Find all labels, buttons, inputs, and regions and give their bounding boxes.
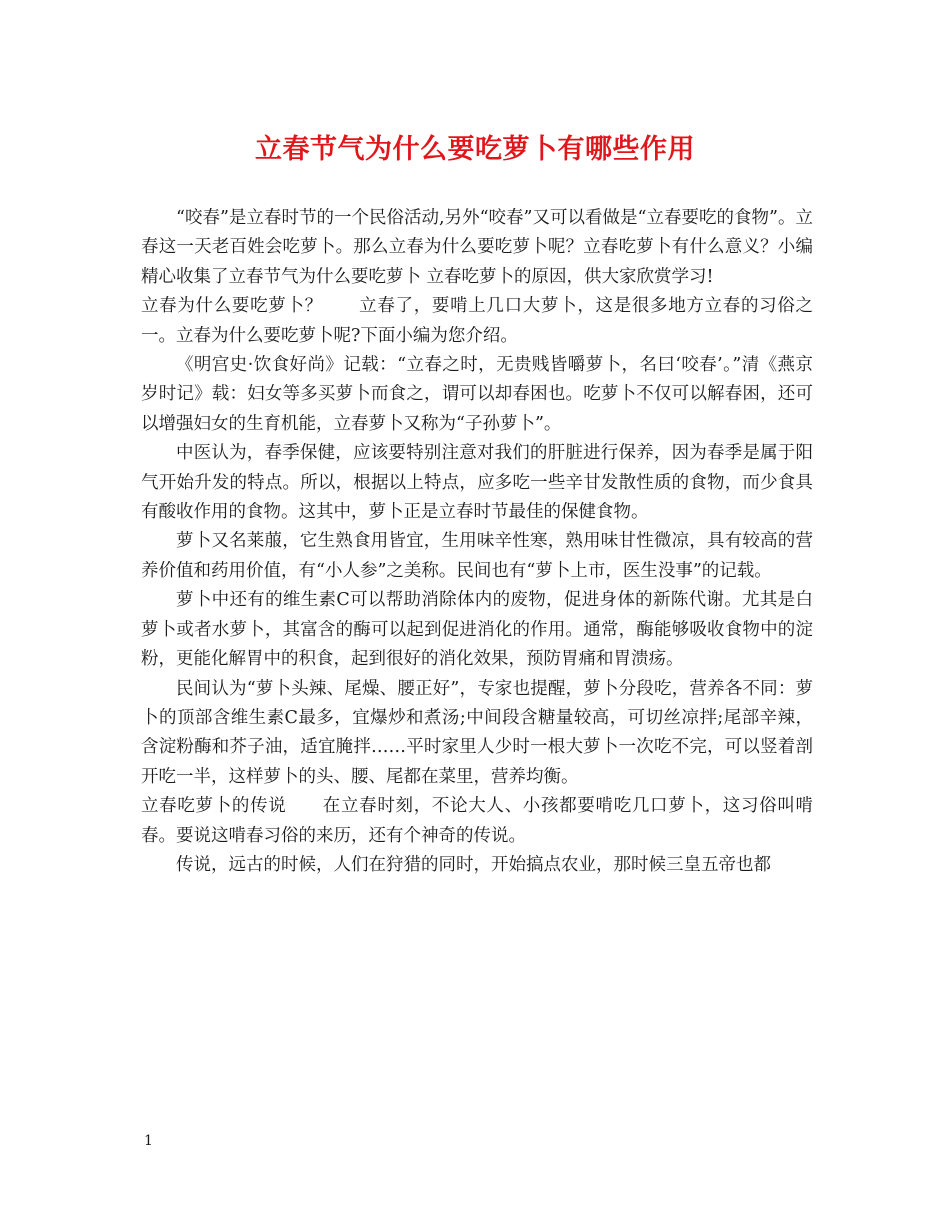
- paragraph-vitamin-c: 萝卜中还有的维生素C可以帮助消除体内的废物，促进身体的新陈代谢。尤其是白萝卜或者水萝卜，其富含的酶可以起到促进消化的作用。通常，酶能够吸收食物中的淀粉，更能化解胃中的积食，起到很好的消化效果，预防胃痛和胃溃疡。: [141, 590, 813, 670]
- paragraph-radish-sections: 民间认为“萝卜头辣、尾燥、腰正好”，专家也提醒，萝卜分段吃，营养各不同：萝卜的顶部含维生素C最多，宜爆炒和煮汤;中间段含糖量较高，可切丝凉拌;尾部辛辣，含淀粉酶和芥子油，适宜腌拌……平时家里人少时一根大萝卜一次吃不完，可以竖着剖开吃一半，这样萝卜的头、腰、尾都在菜里，营养均衡。: [141, 678, 813, 787]
- document-body: [141, 204, 813, 880]
- paragraph-legend-heading: 立春吃萝卜的传说 在立春时刻，不论大人、小孩都要啃吃几口萝卜，这习俗叫啃春。要说这啃春习俗的来历，还有个神奇的传说。: [141, 796, 813, 846]
- page-number: 1: [144, 1133, 153, 1149]
- paragraph-tcm-view: 中医认为，春季保健，应该要特别注意对我们的肝脏进行保养，因为春季是属于阳气开始升发的特点。所以，根据以上特点，应多吃一些辛甘发散性质的食物，而少食具有酸收作用的食物。这其中，萝卜正是立春时节最佳的保健食物。: [141, 443, 813, 523]
- document-title: 立春节气为什么要吃萝卜有哪些作用: [255, 134, 695, 165]
- paragraph-historical-records: 《明宫史·饮食好尚》记载：“立春之时，无贵贱皆嚼萝卜，名曰‘咬春’。”清《燕京岁时记》载：妇女等多买萝卜而食之，谓可以却春困也。吃萝卜不仅可以解春困，还可以增强妇女的生育机能，立春萝卜又称为“子孙萝卜”。: [141, 355, 813, 434]
- paragraph-why-eat-radish: 立春为什么要吃萝卜？ 立春了，要啃上几口大萝卜，这是很多地方立春的习俗之一。立春为什么要吃萝卜呢?下面小编为您介绍。: [141, 296, 813, 346]
- paragraph-intro: “咬春”是立春时节的一个民俗活动,另外“咬春”又可以看做是“立春要吃的食物”。立春这一天老百姓会吃萝卜。那么立春为什么要吃萝卜呢？立春吃萝卜有什么意义？小编精心收集了立春节气为什么要吃萝卜 立春吃萝卜的原因，供大家欣赏学习!: [141, 208, 813, 287]
- paragraph-radish-value: 萝卜又名莱菔，它生熟食用皆宜，生用味辛性寒，熟用味甘性微凉，具有较高的营养价值和药用价值，有“小人参”之美称。民间也有“萝卜上市，医生没事”的记载。: [141, 531, 813, 581]
- paragraph-legend: 传说，远古的时候，人们在狩猎的同时，开始搞点农业，那时候三皇五帝也都: [176, 854, 771, 875]
